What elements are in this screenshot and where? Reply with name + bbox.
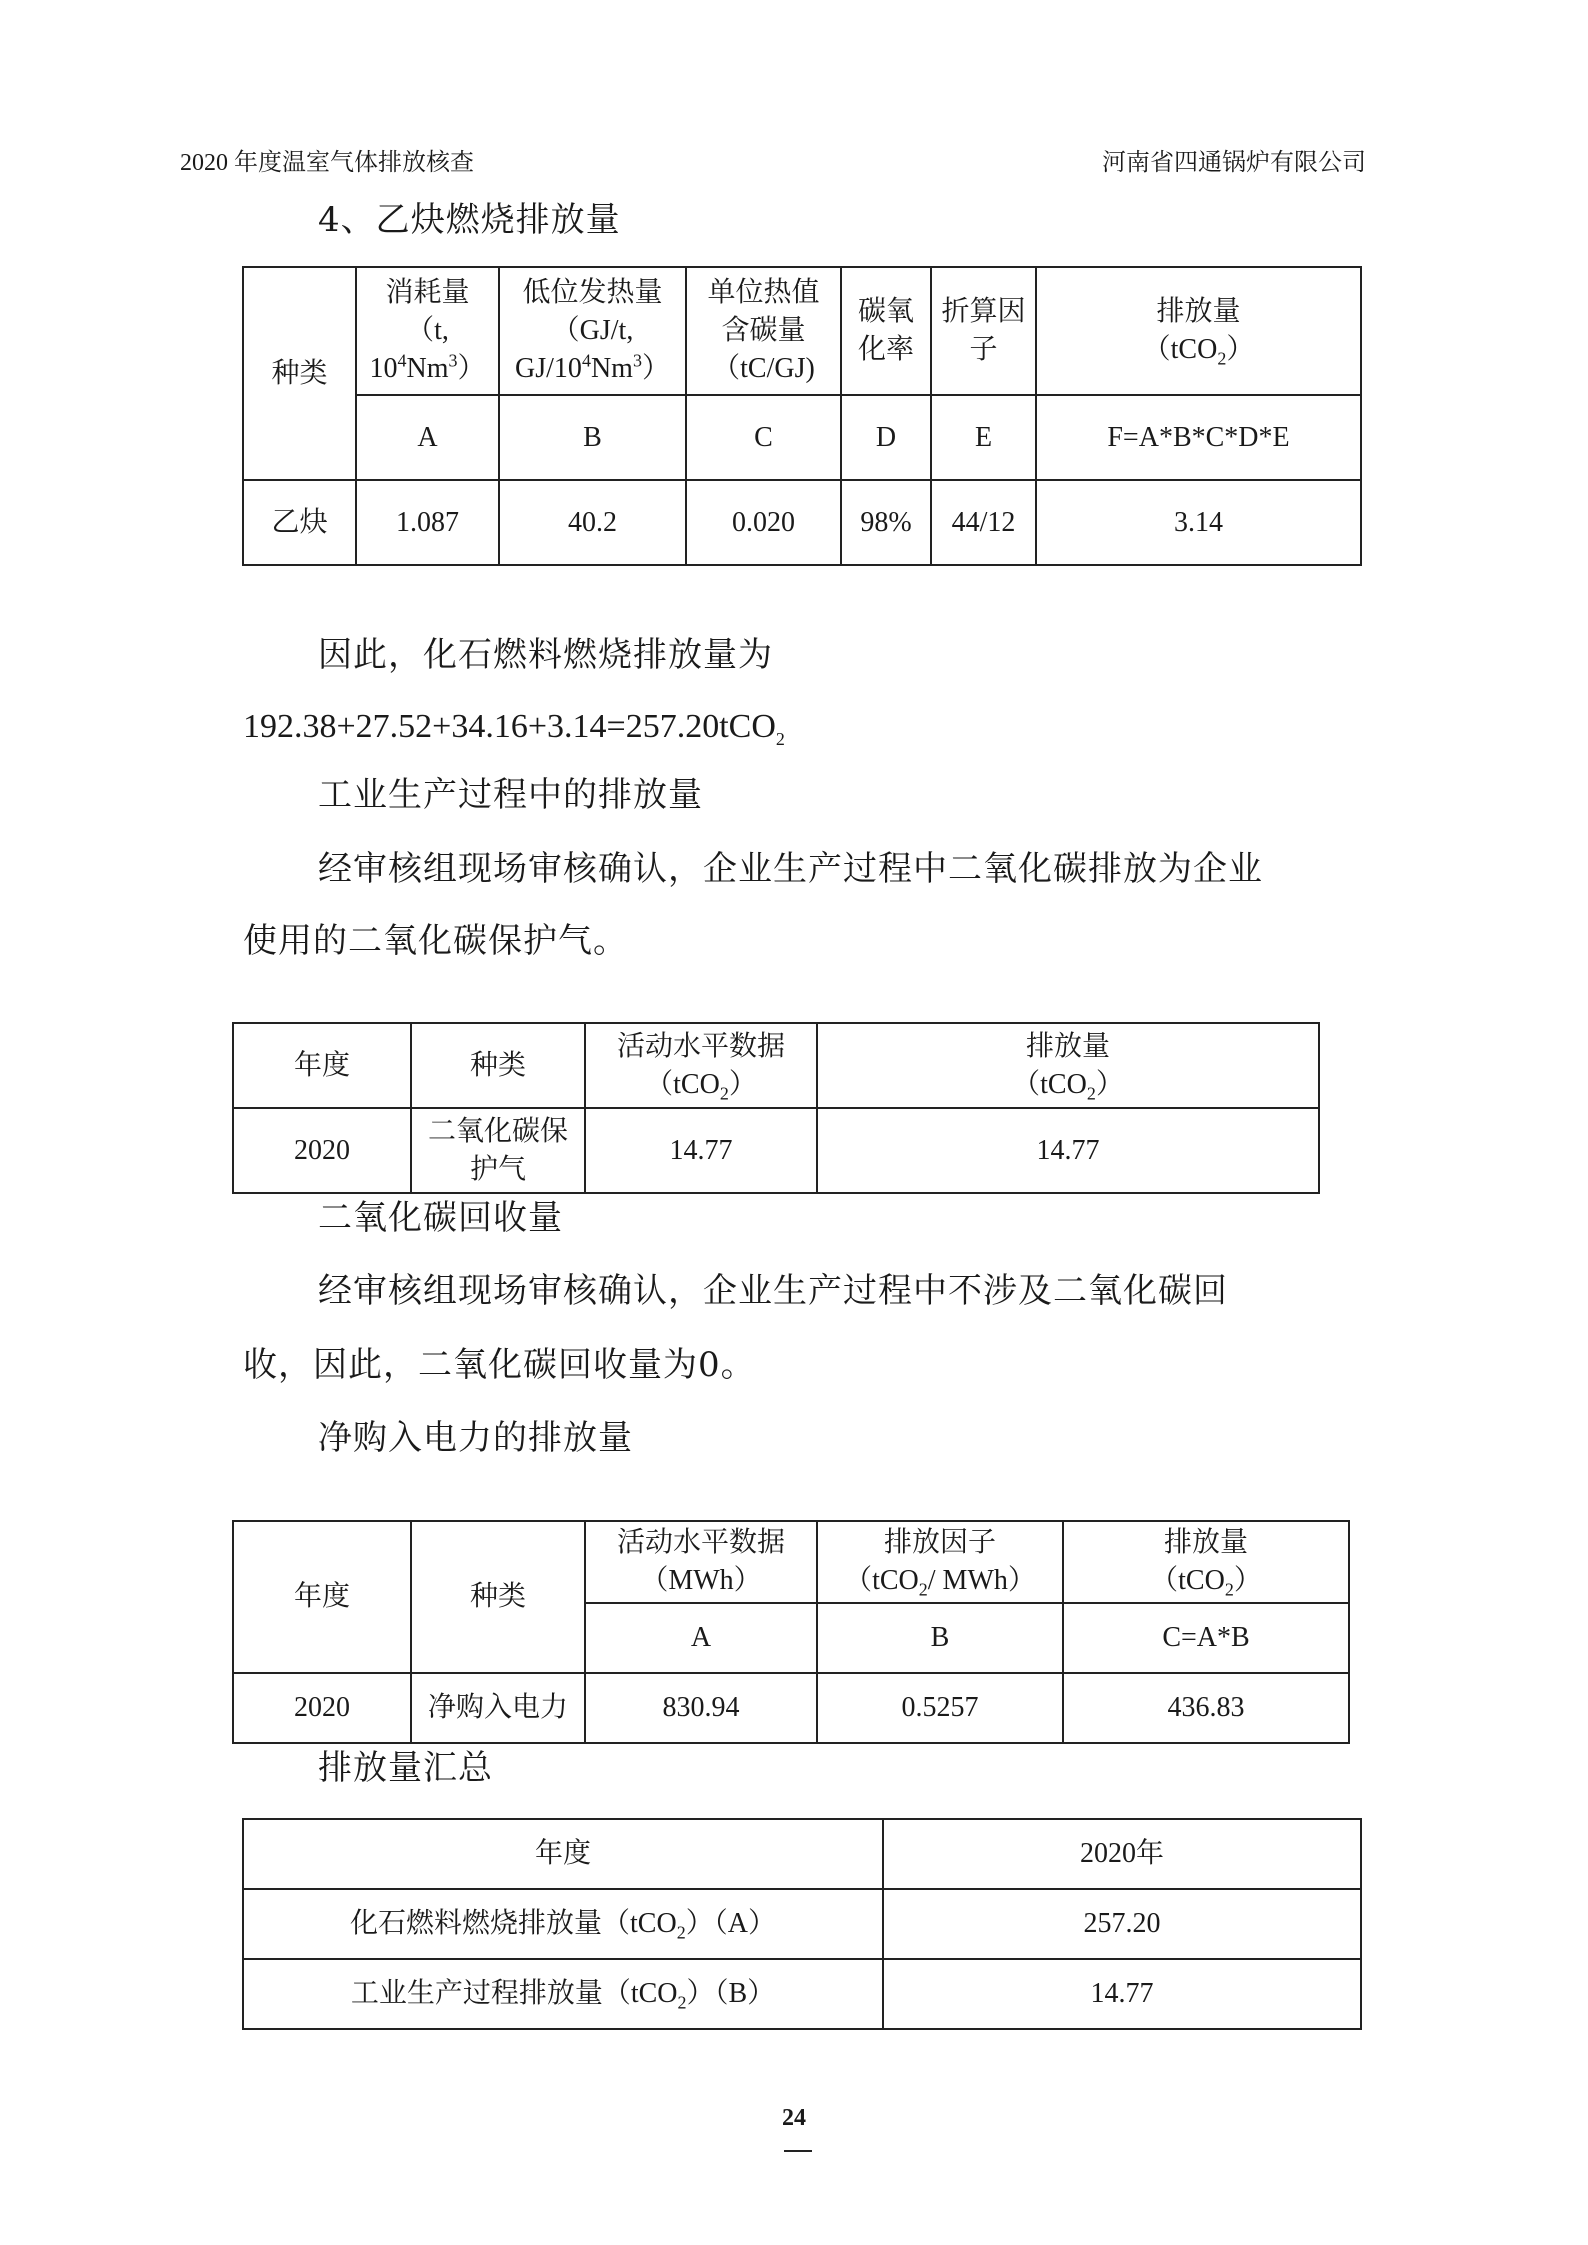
section-title-industrial: 工业生产过程中的排放量 [318,775,703,815]
header-year: 年度 [243,1819,883,1889]
header-emission: 排放量 （tCO$_2$） [1036,267,1361,395]
header-emission: 排放量 （tCO$_2$） [817,1023,1319,1108]
electricity-table [232,1520,1350,1744]
row-fossil-value: 257.20 [883,1889,1361,1959]
header-activity: 活动水平数据 （tCO$_2$） [585,1023,817,1108]
label-e: E [931,395,1036,480]
row-factor: 0.5257 [817,1673,1063,1743]
header-carbon-content: 单位热值 含碳量 （tC/GJ) [686,267,841,395]
fossil-formula: 192.38+27.52+34.16+3.14=257.20tCO$_2$ [243,708,785,749]
section-title-summary: 排放量汇总 [318,1748,493,1788]
header-year: 年度 [233,1521,411,1673]
acetylene-table [242,266,1362,566]
header-factor: 排放因子 （tCO$_2$/ MWh） [817,1521,1063,1603]
section-title-acetylene: 4、乙炔燃烧排放量 [318,200,621,240]
row-carbon-content: 0.020 [686,480,841,565]
row-industrial-value: 14.77 [883,1959,1361,2029]
paragraph-fossil-intro: 因此，化石燃料燃烧排放量为 [318,635,773,675]
section-title-recovery: 二氧化碳回收量 [318,1198,563,1238]
paragraph-recovery-line1: 经审核组现场审核确认，企业生产过程中不涉及二氧化碳回 [318,1271,1228,1311]
header-conversion-factor: 折算因 子 [931,267,1036,395]
label-a: A [585,1603,817,1673]
label-a: A [356,395,499,480]
row-consumption: 1.087 [356,480,499,565]
section-title-electricity: 净购入电力的排放量 [318,1418,633,1458]
header-emission: 排放量 （tCO$_2$） [1063,1521,1349,1603]
header-year: 年度 [233,1023,411,1108]
page-number-underline [784,2150,812,2152]
header-right: 河南省四通锅炉有限公司 [1102,150,1366,176]
row-heating-value: 40.2 [499,480,686,565]
header-kind: 种类 [243,267,356,480]
header-activity: 活动水平数据 （MWh） [585,1521,817,1603]
header-heating-value: 低位发热量 （GJ/t, $GJ/10^4Nm^3$） [499,267,686,395]
row-year: 2020 [233,1673,411,1743]
industrial-table [232,1022,1320,1194]
row-conversion-factor: 44/12 [931,480,1036,565]
paragraph-recovery-line2: 收，因此，二氧化碳回收量为0。 [243,1345,756,1385]
row-year: 2020 [233,1108,411,1193]
label-b: B [499,395,686,480]
row-industrial-label: 工业生产过程排放量（tCO$_2$）（B） [243,1959,883,2029]
header-oxidation-rate: 碳氧 化率 [841,267,931,395]
paragraph-industrial-line1: 经审核组现场审核确认，企业生产过程中二氧化碳排放为企业 [318,849,1263,889]
row-kind: 乙炔 [243,480,356,565]
row-emission: 14.77 [817,1108,1319,1193]
label-d: D [841,395,931,480]
header-value: 2020年 [883,1819,1361,1889]
label-c: C=A*B [1063,1603,1349,1673]
header-kind: 种类 [411,1023,585,1108]
label-c: C [686,395,841,480]
row-emission: 436.83 [1063,1673,1349,1743]
row-kind: 二氧化碳保 护气 [411,1108,585,1193]
row-oxidation-rate: 98% [841,480,931,565]
row-activity: 14.77 [585,1108,817,1193]
header-kind: 种类 [411,1521,585,1673]
row-fossil-label: 化石燃料燃烧排放量（tCO$_2$）（A） [243,1889,883,1959]
label-f: F=A*B*C*D*E [1036,395,1361,480]
row-kind: 净购入电力 [411,1673,585,1743]
page-number: 24 [782,2105,806,2131]
row-emission: 3.14 [1036,480,1361,565]
paragraph-industrial-line2: 使用的二氧化碳保护气。 [243,921,628,961]
summary-table [242,1818,1362,2030]
label-b: B [817,1603,1063,1673]
header-left: 2020 年度温室气体排放核查 [180,150,474,176]
header-consumption: 消耗量 （t, $10^4Nm^3$） [356,267,499,395]
row-activity: 830.94 [585,1673,817,1743]
